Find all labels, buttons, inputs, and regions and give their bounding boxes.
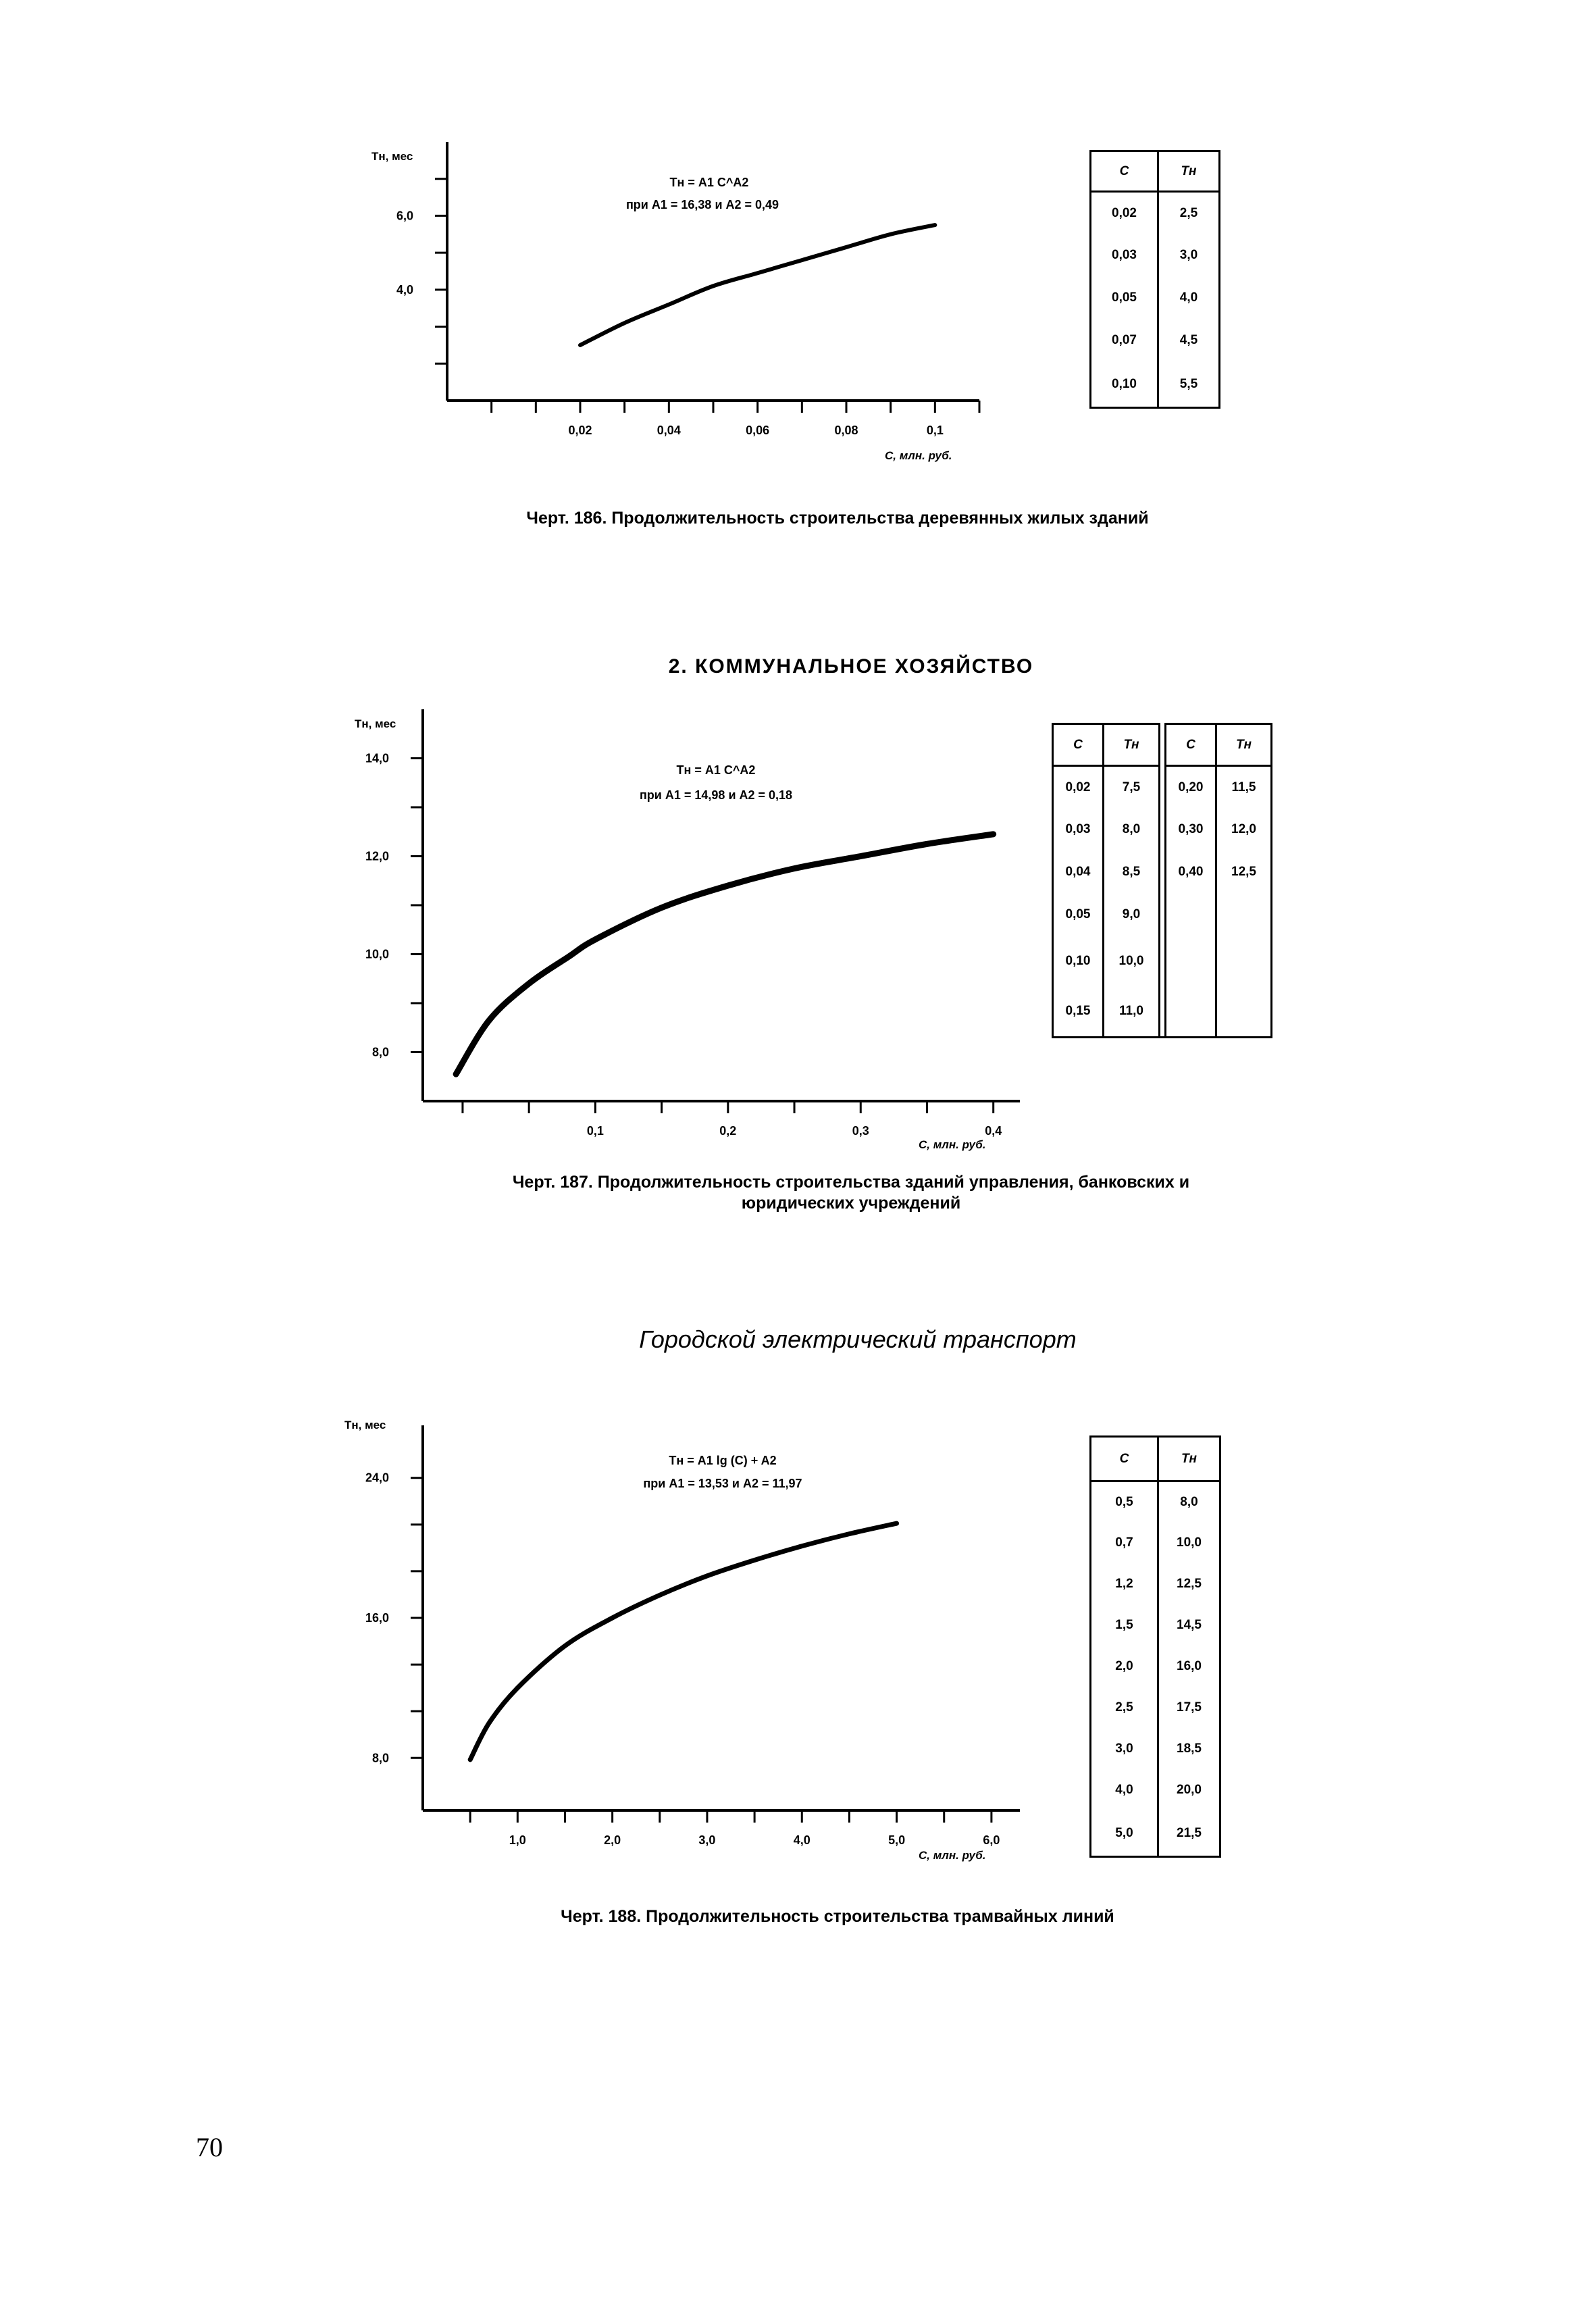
table-cell: 0,10 xyxy=(1091,362,1158,408)
table-cell: 10,0 xyxy=(1158,1523,1220,1564)
table-cell: 0,03 xyxy=(1053,809,1104,851)
y-tick-label: 10,0 xyxy=(365,947,389,961)
table-cell: 20,0 xyxy=(1158,1770,1220,1811)
table-cell: 1,2 xyxy=(1091,1564,1158,1605)
table-cell: 4,5 xyxy=(1158,320,1220,362)
y-tick-label: 4,0 xyxy=(396,282,413,297)
values-table-187 xyxy=(1052,723,1272,1038)
table-cell: 17,5 xyxy=(1158,1687,1220,1729)
table-cell: 8,5 xyxy=(1104,851,1160,894)
x-axis-title: C, млн. руб. xyxy=(919,1138,986,1151)
table-cell: 0,05 xyxy=(1053,894,1104,936)
y-tick-label: 6,0 xyxy=(396,209,413,223)
table-cell: 12,0 xyxy=(1216,809,1272,851)
table-cell: 10,0 xyxy=(1104,936,1160,987)
table-cell: 0,02 xyxy=(1091,192,1158,234)
chart-188 xyxy=(290,1412,1047,1871)
x-tick-label: 2,0 xyxy=(604,1833,621,1847)
x-tick-label: 0,04 xyxy=(657,424,681,437)
table-header-tn: Tн xyxy=(1216,724,1272,766)
table-header-tn: Tн xyxy=(1158,1437,1220,1481)
plot-svg xyxy=(290,128,1006,480)
y-tick-label: 16,0 xyxy=(365,1611,389,1625)
x-tick-label: 3,0 xyxy=(698,1833,716,1847)
formula-params: при A1 = 14,98 и A2 = 0,18 xyxy=(639,788,793,802)
caption-188: Черт. 188. Продолжительность строительства трамвайных линий xyxy=(561,1907,1114,1926)
x-tick-label: 0,3 xyxy=(852,1124,869,1138)
y-axis-title: Tн, мес xyxy=(371,150,413,163)
page-number: 70 xyxy=(196,2132,223,2162)
table-cell: 0,7 xyxy=(1091,1523,1158,1564)
table-cell: 0,04 xyxy=(1053,851,1104,894)
table-cell: 0,20 xyxy=(1166,766,1216,809)
table-cell: 11,5 xyxy=(1216,766,1272,809)
x-tick-label: 0,2 xyxy=(719,1124,737,1138)
x-tick-label: 0,1 xyxy=(926,424,944,437)
table-cell: 11,0 xyxy=(1104,987,1160,1038)
table-cell: 5,5 xyxy=(1158,362,1220,408)
table-cell xyxy=(1166,987,1216,1038)
formula-params: при A1 = 13,53 и A2 = 11,97 xyxy=(643,1477,802,1490)
table-cell: 18,5 xyxy=(1158,1729,1220,1770)
table-cell: 2,5 xyxy=(1158,192,1220,234)
plot-svg xyxy=(290,1412,1047,1871)
table-header-c: C xyxy=(1166,724,1216,766)
x-tick-label: 1,0 xyxy=(509,1833,526,1847)
y-axis-title: Tн, мес xyxy=(355,717,396,730)
chart-186 xyxy=(290,128,1006,480)
caption-186: Черт. 186. Продолжительность строительства деревянных жилых зданий xyxy=(526,509,1149,528)
table-cell xyxy=(1166,894,1216,936)
y-axis-title: Tн, мес xyxy=(344,1419,386,1431)
x-tick-label: 5,0 xyxy=(888,1833,906,1847)
y-tick-label: 12,0 xyxy=(365,849,389,863)
table-cell: 0,10 xyxy=(1053,936,1104,987)
table-cell: 7,5 xyxy=(1104,766,1160,809)
series-line xyxy=(580,225,935,345)
table-cell: 1,5 xyxy=(1091,1605,1158,1646)
table-cell: 12,5 xyxy=(1158,1564,1220,1605)
table-cell: 0,07 xyxy=(1091,320,1158,362)
table-cell: 2,0 xyxy=(1091,1646,1158,1687)
x-tick-label: 0,02 xyxy=(568,424,592,437)
table-cell: 0,02 xyxy=(1053,766,1104,809)
x-tick-label: 4,0 xyxy=(793,1833,810,1847)
table-cell: 14,5 xyxy=(1158,1605,1220,1646)
formula-params: при A1 = 16,38 и A2 = 0,49 xyxy=(625,198,779,211)
section-heading: 2. КОММУНАЛЬНОЕ ХОЗЯЙСТВО xyxy=(668,655,1034,678)
table-cell: 8,0 xyxy=(1104,809,1160,851)
y-tick-label: 8,0 xyxy=(371,1751,389,1765)
table-cell xyxy=(1166,936,1216,987)
table-cell: 0,15 xyxy=(1053,987,1104,1038)
table-cell: 0,30 xyxy=(1166,809,1216,851)
table-header-tn: Tн xyxy=(1104,724,1160,766)
table-cell xyxy=(1216,936,1272,987)
table-cell: 4,0 xyxy=(1158,277,1220,320)
table-cell: 16,0 xyxy=(1158,1646,1220,1687)
chart-187 xyxy=(290,696,1047,1169)
y-tick-label: 8,0 xyxy=(371,1045,389,1059)
formula-equation: Tн = A1 C^A2 xyxy=(676,763,756,777)
table-cell: 12,5 xyxy=(1216,851,1272,894)
table-cell: 0,05 xyxy=(1091,277,1158,320)
values-table-186 xyxy=(1089,150,1220,409)
subsection-heading: Городской электрический транспорт xyxy=(639,1325,1077,1353)
x-tick-label: 0,06 xyxy=(746,424,770,437)
series-line xyxy=(456,834,994,1074)
table-cell: 0,5 xyxy=(1091,1481,1158,1523)
table-cell: 5,0 xyxy=(1091,1811,1158,1857)
table-header-c: C xyxy=(1091,151,1158,192)
table-cell: 2,5 xyxy=(1091,1687,1158,1729)
table-header-c: C xyxy=(1091,1437,1158,1481)
series-line xyxy=(470,1523,896,1760)
x-tick-label: 6,0 xyxy=(983,1833,1000,1847)
table-cell: 3,0 xyxy=(1158,234,1220,277)
table-cell: 0,40 xyxy=(1166,851,1216,894)
table-cell: 9,0 xyxy=(1104,894,1160,936)
formula-equation: Tн = A1 C^A2 xyxy=(669,176,749,189)
caption-187: Черт. 187. Продолжительность строительства зданий управления, банковских и юридических учреждений xyxy=(512,1173,1190,1213)
values-table-188 xyxy=(1089,1435,1221,1858)
x-tick-label: 0,1 xyxy=(586,1124,604,1138)
plot-svg xyxy=(290,696,1047,1169)
table-cell xyxy=(1216,894,1272,936)
table-cell: 3,0 xyxy=(1091,1729,1158,1770)
table-cell: 4,0 xyxy=(1091,1770,1158,1811)
formula-equation: Tн = A1 lg (C) + A2 xyxy=(669,1454,777,1467)
table-header-tn: Tн xyxy=(1158,151,1220,192)
table-cell: 0,03 xyxy=(1091,234,1158,277)
table-cell xyxy=(1216,987,1272,1038)
y-tick-label: 14,0 xyxy=(365,751,389,765)
x-axis-title: C, млн. руб. xyxy=(885,449,952,462)
x-tick-label: 0,08 xyxy=(834,424,858,437)
x-tick-label: 0,4 xyxy=(985,1124,1002,1138)
table-cell: 21,5 xyxy=(1158,1811,1220,1857)
y-tick-label: 24,0 xyxy=(365,1471,389,1485)
x-axis-title: C, млн. руб. xyxy=(919,1849,986,1862)
table-header-c: C xyxy=(1053,724,1104,766)
table-cell: 8,0 xyxy=(1158,1481,1220,1523)
